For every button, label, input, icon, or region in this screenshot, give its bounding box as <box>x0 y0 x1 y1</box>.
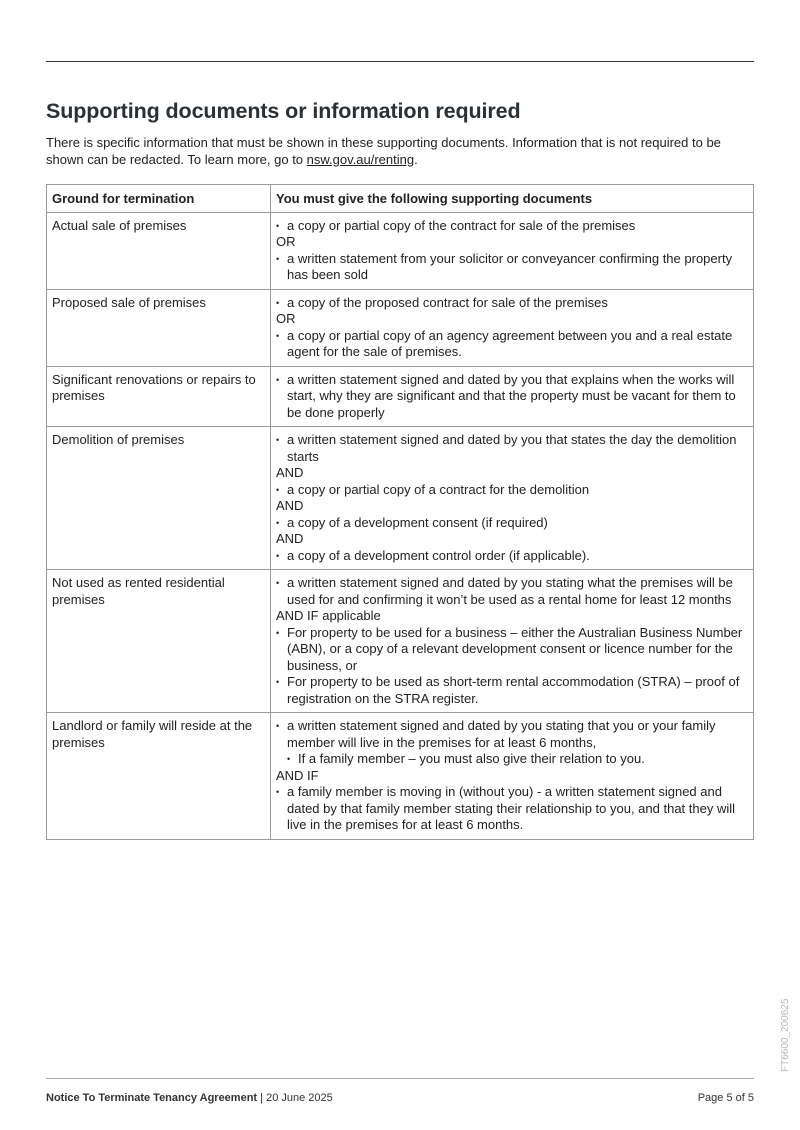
list-item <box>276 328 748 361</box>
list-item-text: a copy or partial copy of an agency agreement between you and a real estate agent for the sale of premises. <box>287 327 733 359</box>
bullet-icon: • <box>276 484 280 495</box>
bullet-icon: • <box>276 721 280 731</box>
ground-cell: Demolition of premises <box>47 427 271 570</box>
connector-text: AND <box>276 498 304 513</box>
list-item <box>276 575 748 608</box>
intro-paragraph <box>46 135 756 168</box>
list-item-text: a copy or partial copy of a contract for the demolition <box>287 481 590 497</box>
sub-list-item <box>276 751 748 768</box>
footer-divider <box>46 1078 754 1079</box>
list-item-text: a written statement signed and dated by you that states the day the demolition starts <box>287 432 737 464</box>
documents-cell <box>271 366 754 427</box>
connector-text: OR <box>276 234 296 249</box>
header-divider <box>46 61 754 62</box>
table-row <box>47 366 754 427</box>
connector-text: AND <box>276 465 304 480</box>
bullet-icon: • <box>276 330 280 341</box>
documents-cell <box>271 713 754 840</box>
documents-cell <box>271 289 754 366</box>
bullet-icon: • <box>287 754 291 764</box>
connector-text: AND <box>276 531 304 546</box>
bullet-icon: • <box>276 297 280 308</box>
ground-cell: Landlord or family will reside at the premises <box>47 713 271 840</box>
bullet-icon: • <box>276 435 280 445</box>
list-item-text: a written statement signed and dated by you that explains when the works will start, why they are significant and that the property must be vacant for them to be done properly <box>287 371 736 420</box>
list-item <box>276 432 748 465</box>
list-item-text: a copy or partial copy of the contract for sale of the premises <box>287 217 636 233</box>
bullet-icon: • <box>276 787 280 797</box>
bullet-icon: • <box>276 253 280 264</box>
bullet-icon: • <box>276 374 280 385</box>
supporting-documents-table <box>46 184 754 840</box>
ground-cell: Not used as rented residential premises <box>47 570 271 713</box>
list-item-text: For property to be used as short-term rental accommodation (STRA) – proof of registration on the STRA register. <box>287 674 740 706</box>
documents-cell <box>271 570 754 713</box>
footer-date: 20 June 2025 <box>266 1092 333 1104</box>
column-header-documents: You must give the following supporting documents <box>271 185 754 213</box>
list-item-text: For property to be used for a business – either the Australian Business Number (ABN), or a copy of a relevant development consent or licence number for the business, or <box>287 624 743 673</box>
table-row <box>47 713 754 840</box>
list-item-text: a written statement from your solicitor or conveyancer confirming the property has been sold <box>287 250 733 282</box>
connector-text: AND IF applicable <box>276 608 381 623</box>
list-item <box>276 482 748 499</box>
documents-cell <box>271 427 754 570</box>
table-row <box>47 289 754 366</box>
bullet-icon: • <box>276 627 280 638</box>
intro-text: There is specific information that must be shown in these supporting documents. Information that is not required to be shown can be redacted. To learn more, go to <box>46 135 721 167</box>
page-title: Supporting documents or information required <box>46 99 521 123</box>
bullet-icon: • <box>276 677 280 687</box>
list-item-text: a written statement signed and dated by you stating that you or your family member will live in the premises for at least 6 months, <box>287 718 716 750</box>
list-item <box>276 674 748 707</box>
column-header-ground: Ground for termination <box>47 185 271 213</box>
bullet-icon: • <box>276 578 280 588</box>
list-item <box>276 548 748 565</box>
bullet-icon: • <box>276 550 280 561</box>
footer-doc-title: Notice To Terminate Tenancy Agreement <box>46 1092 258 1104</box>
list-item <box>276 784 748 834</box>
list-item <box>276 295 748 312</box>
ground-cell: Significant renovations or repairs to premises <box>47 366 271 427</box>
ground-cell: Actual sale of premises <box>47 212 271 289</box>
form-code: FT6600_200625 <box>780 998 791 1072</box>
table-row <box>47 212 754 289</box>
list-item-text: If a family member – you must also give their relation to you. <box>298 751 645 766</box>
list-item <box>276 251 748 284</box>
list-item-text: a copy of a development consent (if required) <box>287 514 548 530</box>
list-item <box>276 515 748 532</box>
list-item <box>276 718 748 751</box>
list-item-text: a written statement signed and dated by you stating what the premises will be used for and confirming it won’t be used as a rental home for least 12 months <box>287 575 733 607</box>
bullet-icon: • <box>276 517 280 528</box>
ground-cell: Proposed sale of premises <box>47 289 271 366</box>
list-item <box>276 218 748 235</box>
list-item-text: a copy of a development control order (if applicable). <box>287 547 590 563</box>
table-row <box>47 570 754 713</box>
documents-cell <box>271 212 754 289</box>
connector-text: AND IF <box>276 767 319 783</box>
footer-page-number: Page 5 of 5 <box>697 1092 754 1104</box>
intro-end: . <box>414 151 418 167</box>
bullet-icon: • <box>276 220 280 231</box>
list-item <box>276 372 748 422</box>
table-header-row <box>47 185 754 213</box>
footer-doc-info: Notice To Terminate Tenancy Agreement | 20 June 2025 <box>46 1092 333 1104</box>
list-item-text: a family member is moving in (without you) - a written statement signed and dated by that family member stating their relationship to you, and that they will live in the premises for at least 6 months. <box>287 784 736 832</box>
list-item <box>276 625 748 675</box>
renting-link[interactable]: nsw.gov.au/renting <box>306 151 415 167</box>
table-row <box>47 427 754 570</box>
list-item-text: a copy of the proposed contract for sale of the premises <box>287 294 608 310</box>
connector-text: OR <box>276 311 296 326</box>
